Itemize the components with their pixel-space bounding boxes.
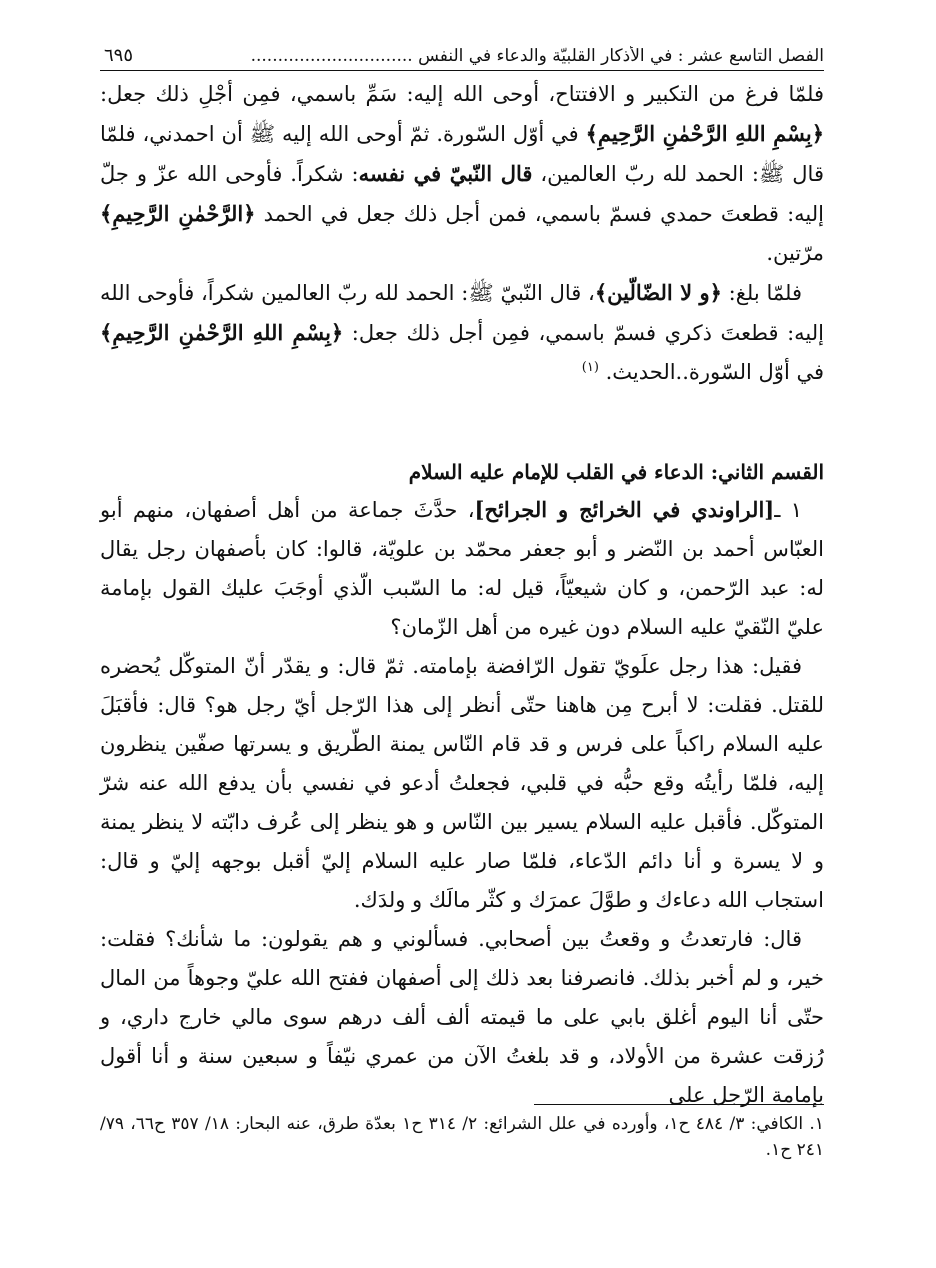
top-text [100,75,824,392]
paragraph-1 [100,75,824,273]
footnote-mark[interactable]: (١) [581,360,599,375]
text-run: فلمّا فرغ من التكبير و الافتتاح، أوحى الله إليه: سَمِّ باسمي، فمِن أجْلِ ذلك جعل: [100,82,824,106]
text-run: فلمّا بلغ: [721,281,803,305]
paragraph-3 [100,490,824,647]
item-number: ١ ـ [774,498,802,522]
page [100,30,824,1115]
text-run: مرّتين. [766,241,824,265]
section-heading: القسم الثاني: الدعاء في القلب للإمام عليه السلام [408,460,824,484]
quran-verse: ﴿بِسْمِ اللهِ الرَّحْمٰنِ الرَّحِيمِ﴾ [100,320,344,345]
text-run: في أوّل السّورة. ثمّ أوحى الله إليه ﷺ أن احمدني، فلمّا قال ﷺ: الحمد لله ربّ العالمين، [100,122,824,186]
running-header [100,30,824,71]
quran-verse: ﴿بِسْمِ اللهِ الرَّحْمٰنِ الرَّحِيمِ﴾ [585,121,824,146]
text-run: ، حدَّثَ جماعة من أهل أصفهان، منهم أبو العبّاس أحمد بن النّضر و أبو جعفر محمّد بن علويّة، قالوا: كان بأصفهان رجل يقال له: عبد الرّحمن، و كان شيعيّاً، قيل له: ما السّبب الّذي أوجَبَ عليك القول بإمامة عليّ النّقيّ عليه السلام دون غيره من أهل الزّمان؟ [100,498,824,639]
text-run: في أوّل السّورة..الحديث. [605,360,824,384]
source-reference: [الراوندي في الخرائج و الجرائح] [474,497,775,522]
text-run: : شكراً. فأوحى الله عزّ و جلّ إليه: قطعتَ حمدي فسمّ باسمي، فمن أجل ذلك جعل في الحمد [100,162,824,226]
paragraph-5: قال: فارتعدتُ و وقعتُ بين أصحابي. فسألوني و هم يقولون: ما شأنك؟ فقلت: خير، و لم أخبر بذلك. فانصرفنا بعد ذلك إلى أصفهان ففتح الله عليّ وجوهاً من المال حتّى أنا اليوم أغلق بابي على ما قيمته ألف ألف درهم سوى مالي خارج داري، و رُزقت عشرة من الأولاد، و قد بلغتُ الآن من عمري نيّفاً و سبعين سنة و أنا أقول بإمامة الرّجل على [100,927,824,1107]
text-run: ، قال النّبيّ ﷺ: الحمد لله ربّ العالمين شكراً، فأوحى الله إليه: قطعتَ ذكري فسمّ باسمي، فمِن أجل ذلك جعل: [100,281,824,345]
page-number: ٦٩٥ [104,45,134,66]
paragraph-4: فقيل: هذا رجل علَويّ تقول الرّافضة بإمامته. ثمّ قال: و يقدّر أنّ المتوكّل يُحضره للقتل. فقلت: لا أبرح مِن هاهنا حتّى أنظر إلى هذا الرّجل أيّ رجل هو؟ قال: فأقبَلَ عليه السلام راكباً على فرس و قد قام النّاس يمنة الطّريق و يسرتها صفّين ينظرون إليه، فلمّا رأيتُه وقع حبُّه في قلبي، فجعلتُ أدعو في نفسي بأن يدفع الله عنه شرّ المتوكّل. فأقبل عليه السلام يسير بين النّاس و هو ينظر إلى عُرف دابّته لا ينظر يمنة و لا يسرة و أنا دائم الدّعاء، فلمّا صار عليه السلام إليّ أقبل بوجهه إليّ و قال: استجاب الله دعاءك و طوَّلَ عمرَك و كثّر مالَك و ولدَك. [100,654,825,912]
footnote-rule [534,1104,824,1105]
footnote-1: ١. الكافي: ٣/ ٤٨٤ ح١، وأورده في علل الشرائع: ٢/ ٣١٤ ح١ بعدّة طرق، عنه البحار: ١٨/ ٣٥٧ ح٦٦، ٧٩/ ٢٤١ ح١. [100,1114,824,1160]
footnotes [100,1104,824,1163]
quran-verse: ﴿و لا الضّالّين﴾ [594,280,722,305]
bold-phrase: قال النّبيّ في نفسه [358,161,533,186]
paragraph-2 [100,273,824,392]
chapter-title: الفصل التاسع عشر : في الأذكار القلبيّة والدعاء في النفس .............................. [250,46,824,66]
section-body [100,490,824,1115]
quran-verse: ﴿الرَّحْمٰنِ الرَّحِيمِ﴾ [100,201,256,226]
